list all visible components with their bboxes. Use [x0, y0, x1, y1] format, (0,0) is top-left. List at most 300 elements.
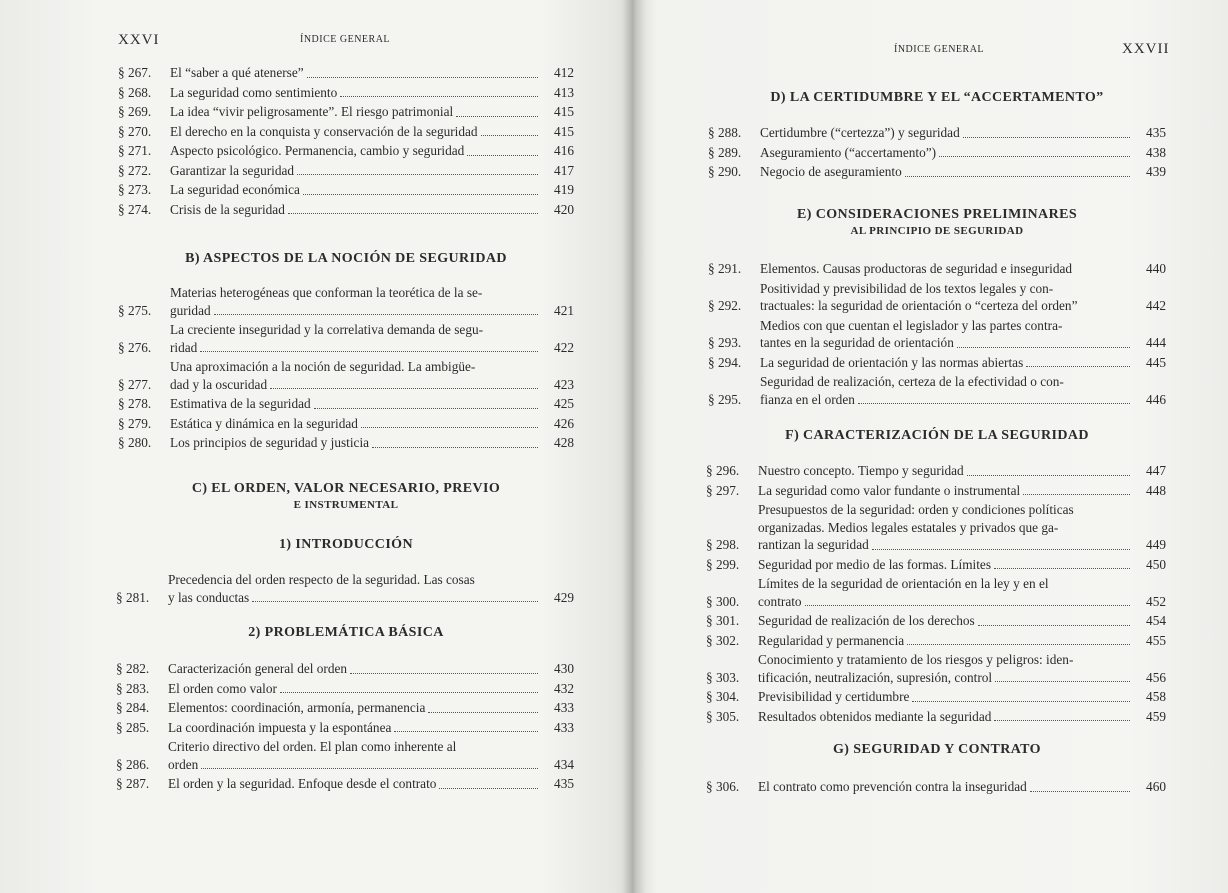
leader-dots [994, 720, 1130, 721]
entry-title [760, 280, 1136, 315]
leader-dots [252, 601, 538, 602]
toc-entry [116, 680, 574, 698]
entry-title-text: Límites de la seguridad de orientación en la ley y en el [758, 576, 1049, 591]
entry-title [758, 632, 1136, 650]
leader-dots [1030, 791, 1130, 792]
entry-title-text: La creciente inseguridad y la correlativa demanda de segu- [170, 322, 484, 337]
section-number: § 270. [118, 123, 152, 139]
toc-entry [708, 280, 1166, 315]
section-number: § 269. [118, 104, 152, 119]
entry-title-text: Una aproximación a la noción de seguridad. La ambigüe- [170, 359, 476, 374]
section-number: § 292. [708, 298, 742, 313]
page-number: 415 [554, 123, 574, 139]
heading-c-1-text: 1) INTRODUCCIÓN [279, 537, 413, 552]
entry-title [170, 395, 544, 413]
heading-c-line2: E INSTRUMENTAL [293, 499, 399, 511]
entry-title [170, 434, 544, 452]
toc-entry [706, 575, 1166, 610]
heading-g [708, 742, 1166, 758]
toc-entry [116, 719, 574, 737]
leader-dots [858, 403, 1130, 404]
section-number: § 268. [118, 84, 152, 100]
entry-title [758, 708, 1136, 726]
page-number: 412 [554, 65, 574, 80]
toc-entry [116, 699, 574, 717]
heading-e-line2: AL PRINCIPIO DE SEGURIDAD [850, 225, 1024, 237]
section-number: § 304. [706, 689, 740, 704]
page-number: 459 [1146, 708, 1166, 724]
toc-entry [116, 775, 574, 793]
entry-title-text: Estática y dinámica en la seguridad [170, 415, 358, 431]
entry-title-line [760, 334, 1136, 352]
heading-d [708, 90, 1166, 106]
entry-title [760, 373, 1136, 408]
entry-title-text: Regularidad y permanencia [758, 632, 905, 648]
toc-entry [708, 163, 1166, 181]
entry-title [168, 680, 544, 698]
entry-title-text: Seguridad de realización, certeza de la efectividad o con- [760, 374, 1064, 389]
page-number: 440 [1146, 261, 1166, 276]
heading-c-2 [118, 625, 574, 641]
section-number: § 287. [116, 776, 150, 791]
entry-title-line [758, 593, 1136, 611]
entry-title-line [758, 519, 1136, 537]
entry-title [760, 144, 1136, 162]
leader-dots [456, 116, 538, 117]
leader-dots [297, 174, 538, 175]
page-number: 446 [1146, 391, 1166, 407]
section-number: § 293. [708, 335, 742, 350]
section-number: § 290. [708, 164, 742, 179]
leader-dots [481, 135, 538, 136]
page-number: 415 [554, 104, 574, 119]
entry-title-text: El orden como valor [168, 680, 277, 696]
entry-title-text: Certidumbre (“certezza”) y seguridad [760, 125, 960, 140]
page-number: 423 [554, 376, 574, 392]
section-number: § 302. [706, 632, 740, 648]
entry-title [170, 181, 544, 199]
heading-c-2-text: 2) PROBLEMÁTICA BÁSICA [248, 625, 444, 640]
toc-entry [118, 142, 574, 160]
section-number: § 286. [116, 756, 150, 772]
leader-dots [439, 788, 538, 789]
leader-dots [340, 96, 538, 97]
page-number: 445 [1146, 354, 1166, 370]
page-number: 452 [1146, 593, 1166, 609]
leader-dots [907, 644, 1130, 645]
leader-dots [270, 388, 538, 389]
right-group-3 [706, 462, 1166, 727]
entry-title-text: Caracterización general del orden [168, 661, 348, 676]
entry-title-text: Crisis de la seguridad [170, 201, 285, 217]
entry-title [170, 103, 544, 121]
entry-title [170, 358, 544, 393]
entry-title [758, 556, 1136, 574]
heading-c-1 [118, 537, 574, 553]
leader-dots [428, 712, 538, 713]
entry-title-line [760, 297, 1136, 315]
entry-title [760, 124, 1136, 142]
page-number: 429 [554, 589, 574, 605]
entry-title-text: Medios con que cuentan el legislador y las partes contra- [760, 317, 1063, 333]
section-number: § 294. [708, 354, 742, 370]
entry-title-text: Positividad y previsibilidad de los textos legales y con- [760, 280, 1054, 296]
section-number: § 275. [118, 302, 152, 318]
entry-title-text: Nuestro concepto. Tiempo y seguridad [758, 463, 964, 478]
toc-entry [118, 201, 574, 219]
page-number: 455 [1146, 632, 1166, 648]
entry-title-text: tificación, neutralización, supresión, control [758, 669, 993, 685]
entry-title [170, 415, 544, 433]
entry-title-text: Seguridad de realización de los derechos [758, 613, 975, 628]
entry-title-text: La seguridad de orientación y las normas abiertas [760, 354, 1024, 370]
toc-entry [118, 321, 574, 356]
leader-dots [967, 475, 1130, 476]
entry-title-line [170, 358, 544, 376]
section-number: § 280. [118, 435, 152, 450]
page-number: 460 [1146, 779, 1166, 794]
heading-c-line1: C) EL ORDEN, VALOR NECESARIO, PREVIO [191, 481, 501, 496]
leader-dots [994, 568, 1130, 569]
toc-entry [706, 632, 1166, 650]
left-group-4 [116, 660, 574, 795]
section-number: § 279. [118, 415, 152, 431]
toc-entry [118, 84, 574, 102]
section-number: § 277. [118, 376, 152, 392]
toc-entry [708, 354, 1166, 372]
page-number: 434 [554, 756, 574, 772]
heading-e [708, 207, 1166, 239]
entry-title-text: Conocimiento y tratamiento de los riesgos y peligros: iden- [758, 652, 1074, 667]
entry-title [168, 719, 544, 737]
leader-dots [280, 692, 538, 693]
toc-entry [118, 358, 574, 393]
entry-title-text: guridad [170, 302, 211, 318]
entry-title-line [170, 339, 544, 357]
entry-title-text: Aspecto psicológico. Permanencia, cambio y seguridad [170, 143, 465, 158]
toc-entry [706, 482, 1166, 500]
page-number: 417 [554, 162, 574, 178]
entry-title-line [758, 501, 1136, 519]
entry-title [170, 123, 544, 141]
entry-title-line [758, 575, 1136, 593]
entry-title [760, 163, 1136, 181]
entry-title [758, 778, 1136, 796]
section-number: § 274. [118, 201, 152, 217]
entry-title-text: La seguridad como valor fundante o instrumental [758, 482, 1021, 498]
entry-title-text: Elementos: coordinación, armonía, permanencia [168, 700, 426, 715]
entry-title [758, 612, 1136, 630]
entry-title-text: Presupuestos de la seguridad: orden y condiciones políticas [758, 502, 1074, 517]
section-number: § 282. [116, 661, 150, 676]
leader-dots [303, 194, 538, 195]
entry-title-line [758, 651, 1136, 669]
page-number: 449 [1146, 537, 1166, 552]
section-number: § 285. [116, 719, 150, 735]
right-running-head: ÍNDICE GENERAL [894, 44, 985, 55]
entry-title-text: Estimativa de la seguridad [170, 396, 311, 411]
left-folio: XXVI [118, 32, 160, 48]
right-group-2 [708, 260, 1166, 410]
toc-entry [706, 651, 1166, 686]
leader-dots [361, 427, 538, 428]
section-number: § 300. [706, 593, 740, 609]
left-group-1 [118, 64, 574, 220]
entry-title [168, 699, 544, 717]
entry-title [170, 64, 544, 82]
leader-dots [957, 347, 1130, 348]
toc-entry [706, 501, 1166, 554]
entry-title-line [170, 302, 544, 320]
entry-title-line [758, 536, 1136, 554]
toc-entry [118, 415, 574, 433]
entry-title-text: Garantizar la seguridad [170, 162, 295, 178]
heading-g-text: G) SEGURIDAD Y CONTRATO [833, 742, 1041, 757]
right-folio: XXVII [1122, 41, 1170, 57]
entry-title-text: ridad [170, 339, 198, 355]
entry-title-text: Elementos. Causas productoras de seguridad e inseguridad [760, 261, 1073, 276]
page-number: 438 [1146, 144, 1166, 160]
entry-title-text: La seguridad como sentimiento [170, 84, 338, 100]
entry-title [170, 142, 544, 160]
entry-title-text: Aseguramiento (“accertamento”) [760, 144, 937, 160]
page-number: 426 [554, 415, 574, 431]
leader-dots [805, 605, 1130, 606]
entry-title-text: Negocio de aseguramiento [760, 164, 902, 179]
entry-title [760, 317, 1136, 352]
toc-entry [116, 571, 574, 606]
right-group-4 [706, 778, 1166, 798]
entry-title [758, 651, 1136, 686]
entry-title-text: orden [168, 756, 199, 772]
entry-title-text: Seguridad por medio de las formas. Límites [758, 556, 992, 572]
toc-entry [708, 260, 1166, 278]
entry-title-line [168, 738, 544, 756]
entry-title [168, 775, 544, 793]
leader-dots [995, 681, 1130, 682]
entry-title [170, 162, 544, 180]
section-number: § 295. [708, 391, 742, 407]
leader-dots [467, 155, 538, 156]
entry-title [168, 660, 544, 678]
entry-title-text: y las conductas [168, 589, 250, 605]
leader-dots [912, 701, 1130, 702]
page-number: 454 [1146, 613, 1166, 628]
entry-title-text: fianza en el orden [760, 391, 855, 407]
section-number: § 284. [116, 700, 150, 715]
entry-title [170, 201, 544, 219]
toc-entry [118, 395, 574, 413]
toc-entry [708, 144, 1166, 162]
entry-title-line [170, 376, 544, 394]
page-number: 425 [554, 396, 574, 411]
section-number: § 276. [118, 339, 152, 355]
entry-title-line [170, 321, 544, 339]
entry-title-text: El derecho en la conquista y conservación de la seguridad [170, 123, 478, 139]
section-number: § 299. [706, 556, 740, 572]
entry-title-text: Resultados obtenidos mediante la seguridad [758, 708, 992, 724]
toc-entry [118, 434, 574, 452]
heading-f-text: F) CARACTERIZACIÓN DE LA SEGURIDAD [785, 428, 1089, 443]
entry-title-line [168, 589, 544, 607]
page-number: 420 [554, 201, 574, 217]
entry-title-line [760, 391, 1136, 409]
left-running-head: ÍNDICE GENERAL [300, 34, 391, 45]
leader-dots [939, 156, 1130, 157]
leader-dots [394, 731, 538, 732]
toc-entry [118, 181, 574, 199]
heading-c [118, 481, 574, 513]
entry-title [168, 738, 544, 773]
page-number: 432 [554, 680, 574, 696]
toc-entry [118, 123, 574, 141]
toc-entry [118, 284, 574, 319]
section-number: § 281. [116, 589, 150, 605]
entry-title-text: Precedencia del orden respecto de la seguridad. Las cosas [168, 572, 475, 587]
section-number: § 272. [118, 162, 152, 178]
toc-entry [708, 317, 1166, 352]
entry-title [760, 354, 1136, 372]
entry-title [758, 688, 1136, 706]
page-number: 422 [554, 339, 574, 355]
entry-title-text: tractuales: la seguridad de orientación o “certeza del orden” [760, 298, 1078, 313]
entry-title-text: La idea “vivir peligrosamente”. El riesgo patrimonial [170, 104, 454, 119]
entry-title [170, 84, 544, 102]
section-number: § 298. [706, 537, 740, 552]
entry-title [170, 284, 544, 319]
leader-dots [214, 314, 538, 315]
page-number: 421 [554, 302, 574, 318]
section-number: § 283. [116, 680, 150, 696]
toc-entry [706, 708, 1166, 726]
leader-dots [963, 137, 1130, 138]
right-page [648, 0, 1228, 893]
entry-title-text: Criterio directivo del orden. El plan como inherente al [168, 739, 457, 754]
section-number: § 289. [708, 144, 742, 160]
entry-title-text: La seguridad económica [170, 182, 300, 197]
leader-dots [978, 625, 1130, 626]
entry-title-text: Previsibilidad y certidumbre [758, 689, 910, 704]
section-number: § 305. [706, 708, 740, 724]
left-group-3 [116, 571, 574, 608]
entry-title-text: dad y la oscuridad [170, 376, 268, 392]
entry-title-text: organizadas. Medios legales estatales y privados que ga- [758, 519, 1059, 535]
leader-dots [1026, 366, 1130, 367]
section-number: § 273. [118, 182, 152, 197]
toc-entry [118, 162, 574, 180]
book-gutter [622, 0, 646, 893]
section-number: § 288. [708, 125, 742, 140]
page-number: 433 [554, 719, 574, 735]
heading-d-text: D) LA CERTIDUMBRE Y EL “ACCERTAMENTO” [770, 90, 1104, 105]
page-number: 458 [1146, 689, 1166, 704]
leader-dots [372, 447, 538, 448]
toc-entry [708, 373, 1166, 408]
entry-title-text: El orden y la seguridad. Enfoque desde el contrato [168, 776, 437, 791]
toc-entry [708, 124, 1166, 142]
toc-entry [118, 103, 574, 121]
leader-dots [905, 176, 1130, 177]
section-number: § 303. [706, 669, 740, 685]
entry-title-text: Los principios de seguridad y justicia [170, 435, 370, 450]
toc-entry [706, 688, 1166, 706]
section-number: § 291. [708, 261, 742, 276]
page-number: 456 [1146, 669, 1166, 685]
toc-entry [116, 660, 574, 678]
page-number: 428 [554, 435, 574, 450]
entry-title [170, 321, 544, 356]
section-number: § 267. [118, 65, 152, 80]
heading-b-text: B) ASPECTOS DE LA NOCIÓN DE SEGURIDAD [185, 251, 507, 266]
toc-entry [118, 64, 574, 82]
page-number: 433 [554, 700, 574, 715]
heading-f [708, 428, 1166, 444]
toc-entry [706, 778, 1166, 796]
entry-title [168, 571, 544, 606]
page-number: 450 [1146, 556, 1166, 572]
leader-dots [314, 408, 538, 409]
entry-title [758, 482, 1136, 500]
entry-title-text: rantizan la seguridad [758, 537, 869, 552]
page-number: 416 [554, 143, 574, 158]
entry-title-line [168, 756, 544, 774]
toc-entry [116, 738, 574, 773]
entry-title-text: tantes en la seguridad de orientación [760, 335, 954, 350]
entry-title-text: El “saber a qué atenerse” [170, 65, 304, 80]
entry-title-line [760, 373, 1136, 391]
entry-title-line [168, 571, 544, 589]
page-number: 439 [1146, 164, 1166, 179]
toc-entry [706, 556, 1166, 574]
heading-b [118, 251, 574, 267]
page-number: 430 [554, 661, 574, 676]
leader-dots [872, 549, 1130, 550]
heading-e-line1: E) CONSIDERACIONES PRELIMINARES [797, 207, 1077, 222]
leader-dots [200, 351, 538, 352]
leader-dots [288, 213, 538, 214]
right-group-1 [708, 124, 1166, 183]
section-number: § 271. [118, 143, 152, 158]
entry-title-text: La coordinación impuesta y la espontánea [168, 719, 392, 735]
section-number: § 297. [706, 482, 740, 498]
page-number: 435 [1146, 125, 1166, 140]
page-number: 419 [554, 182, 574, 197]
page-number: 442 [1146, 298, 1166, 313]
toc-entry [706, 462, 1166, 480]
page-number: 447 [1146, 463, 1166, 478]
entry-title [760, 260, 1136, 278]
entry-title-text: El contrato como prevención contra la inseguridad [758, 779, 1027, 794]
entry-title-text: Materias heterogéneas que conforman la teorética de la se- [170, 285, 483, 300]
leader-dots [350, 673, 538, 674]
left-group-2 [118, 284, 574, 454]
section-number: § 306. [706, 779, 740, 794]
entry-title-line [760, 280, 1136, 298]
toc-entry [706, 612, 1166, 630]
entry-title [758, 575, 1136, 610]
entry-title-line [760, 317, 1136, 335]
entry-title-line [758, 669, 1136, 687]
page-number: 413 [554, 84, 574, 100]
section-number: § 296. [706, 463, 740, 478]
entry-title [758, 462, 1136, 480]
entry-title-text: contrato [758, 593, 802, 609]
page-number: 444 [1146, 335, 1166, 350]
leader-dots [201, 768, 538, 769]
section-number: § 301. [706, 613, 740, 628]
leader-dots [1023, 494, 1130, 495]
leader-dots [307, 77, 538, 78]
